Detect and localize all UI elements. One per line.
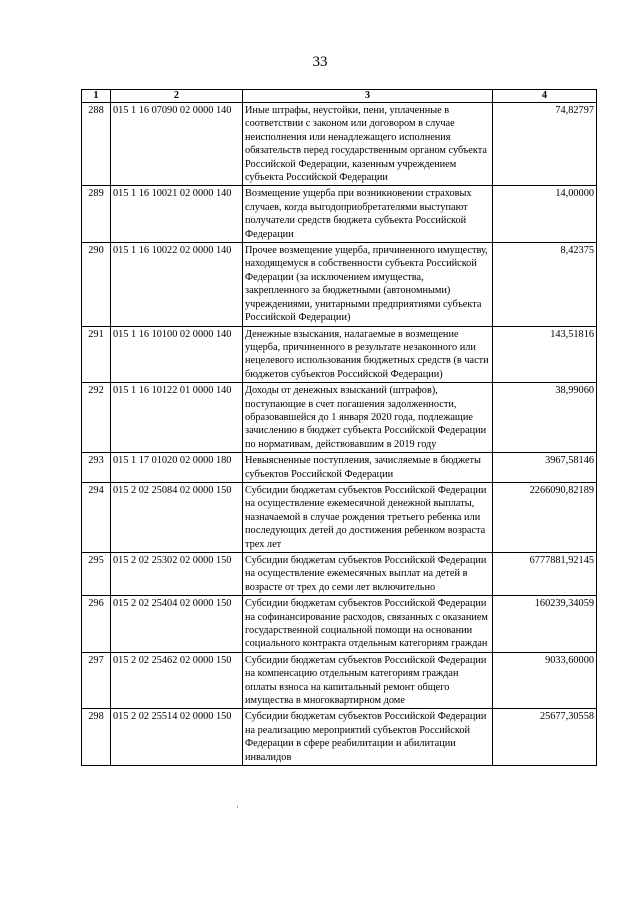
revenue-name: Невыясненные поступления, зачисляемые в бюджеты субъектов Российской Федерации [243,453,493,483]
row-number: 293 [82,453,111,483]
scan-speck [237,806,238,808]
amount: 2266090,82189 [493,482,597,552]
budget-code: 015 2 02 25404 02 0000 150 [111,596,243,653]
revenue-name: Прочее возмещение ущерба, причиненного имуществу, находящемуся в собственности субъекта Российской Федерации (за исключением имущества, закрепленного за бюджетными (автономными) учреждениями, унитарными предприятиями субъекта Российской Федерации) [243,243,493,326]
revenue-name: Субсидии бюджетам субъектов Российской Федерации на софинансирование расходов, связанных с оказанием государственной социальной помощи на основании социального контракта отдельным категориям граждан [243,596,493,653]
row-number: 291 [82,326,111,383]
budget-code: 015 1 16 10021 02 0000 140 [111,186,243,243]
budget-code: 015 1 17 01020 02 0000 180 [111,453,243,483]
column-header-code: 2 [111,90,243,103]
row-number: 289 [82,186,111,243]
revenue-name: Возмещение ущерба при возникновении страховых случаев, когда выгодоприобретателями выступают получатели средств бюджета субъекта Российской Федерации [243,186,493,243]
amount: 14,00000 [493,186,597,243]
budget-code: 015 2 02 25302 02 0000 150 [111,553,243,596]
table-header-row [82,90,597,103]
page-number: 33 [312,54,328,70]
amount: 9033,60000 [493,652,597,709]
budget-code: 015 1 16 07090 02 0000 140 [111,103,243,186]
table-row [82,326,597,383]
column-header-amount: 4 [493,90,597,103]
revenue-name: Субсидии бюджетам субъектов Российской Федерации на компенсацию отдельным категориям граждан оплаты взноса на капитальный ремонт общего имущества в многоквартирном доме [243,652,493,709]
budget-code: 015 2 02 25462 02 0000 150 [111,652,243,709]
row-number: 298 [82,709,111,766]
revenue-name: Субсидии бюджетам субъектов Российской Федерации на осуществление ежемесячных выплат на детей в возрасте от трех до семи лет включительно [243,553,493,596]
amount: 6777881,92145 [493,553,597,596]
row-number: 290 [82,243,111,326]
revenue-table [81,89,597,766]
revenue-name: Субсидии бюджетам субъектов Российской Федерации на реализацию мероприятий субъектов Российской Федерации в сфере реабилитации и абилитации инвалидов [243,709,493,766]
budget-code: 015 2 02 25084 02 0000 150 [111,482,243,552]
revenue-name: Иные штрафы, неустойки, пени, уплаченные в соответствии с законом или договором в случае неисполнения или ненадлежащего исполнения обязательств перед государственным органом субъекта Российской Федерации, казенным учреждением субъекта Российской Федерации [243,103,493,186]
amount: 38,99060 [493,383,597,453]
amount: 25677,30558 [493,709,597,766]
budget-code: 015 2 02 25514 02 0000 150 [111,709,243,766]
row-number: 294 [82,482,111,552]
amount: 3967,58146 [493,453,597,483]
table-row [82,652,597,709]
table-row [82,186,597,243]
amount: 74,82797 [493,103,597,186]
budget-code: 015 1 16 10100 02 0000 140 [111,326,243,383]
row-number: 295 [82,553,111,596]
row-number: 288 [82,103,111,186]
table-row [82,596,597,653]
budget-code: 015 1 16 10122 01 0000 140 [111,383,243,453]
table-row [82,709,597,766]
table-row [82,383,597,453]
table-row [82,243,597,326]
table-row [82,103,597,186]
row-number: 297 [82,652,111,709]
revenue-name: Доходы от денежных взысканий (штрафов), поступающие в счет погашения задолженности, образовавшейся до 1 января 2020 года, подлежащие зачислению в бюджет субъекта Российской Федерации по нормативам, действовавшим в 2019 году [243,383,493,453]
column-header-number: 1 [82,90,111,103]
table-row [82,553,597,596]
revenue-name: Денежные взыскания, налагаемые в возмещение ущерба, причиненного в результате незаконного или нецелевого использования бюджетных средств (в части бюджетов субъектов Российской Федерации) [243,326,493,383]
amount: 143,51816 [493,326,597,383]
row-number: 296 [82,596,111,653]
budget-code: 015 1 16 10022 02 0000 140 [111,243,243,326]
table-row [82,453,597,483]
table-row [82,482,597,552]
amount: 160239,34059 [493,596,597,653]
row-number: 292 [82,383,111,453]
table-body [82,103,597,766]
column-header-name: 3 [243,90,493,103]
amount: 8,42375 [493,243,597,326]
revenue-name: Субсидии бюджетам субъектов Российской Федерации на осуществление ежемесячной денежной выплаты, назначаемой в случае рождения третьего ребенка или последующих детей до достижения ребенком возраста трех лет [243,482,493,552]
